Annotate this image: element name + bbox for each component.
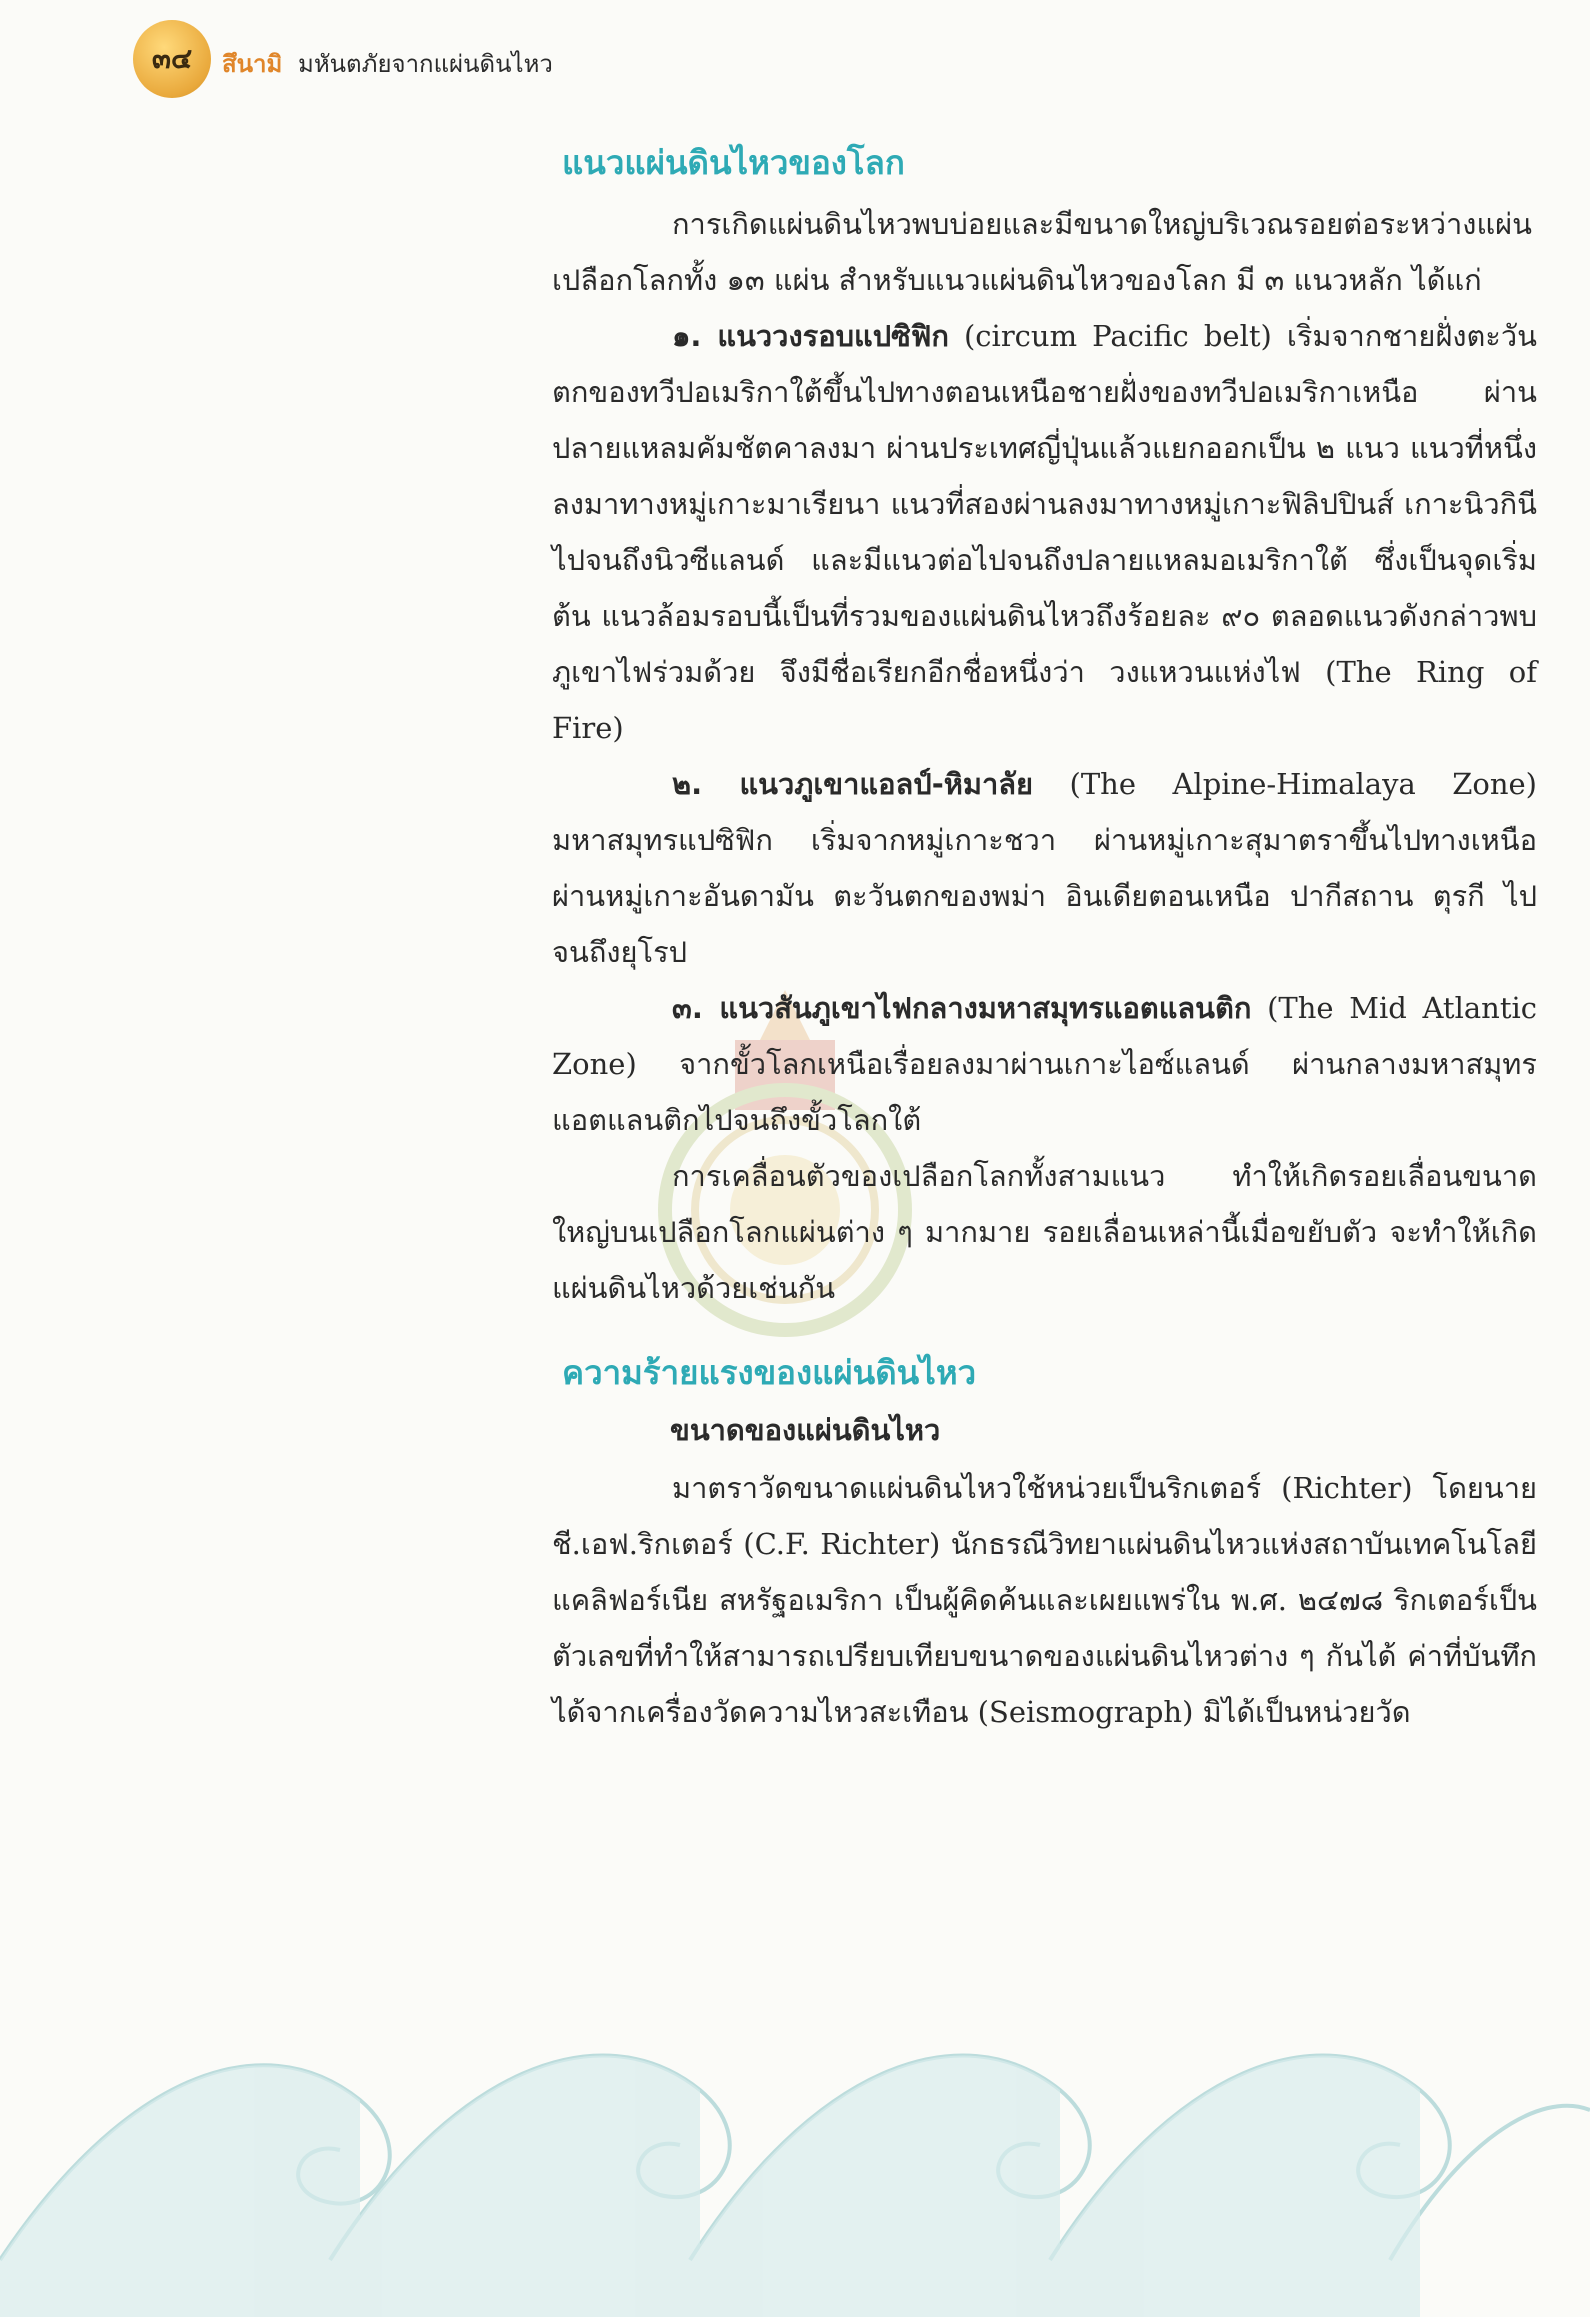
- item-text: (The Mid Atlantic Zone) จากขั้วโลกเหนือเรื่อยลงมาผ่านเกาะไอซ์แลนด์ ผ่านกลางมหาสมุทรแอตแลนติกไปจนถึงขั้วโลกใต้: [552, 991, 1537, 1138]
- header-book-title: มหันตภัยจากแผ่นดินไหว: [298, 50, 553, 78]
- list-item: [552, 308, 1537, 756]
- intro-paragraph: การเกิดแผ่นดินไหวพบบ่อยและมีขนาดใหญ่บริเวณรอยต่อระหว่างแผ่นเปลือกโลกทั้ง ๑๓ แผ่น สำหรับแนวแผ่นดินไหวของโลก มี ๓ แนวหลัก ได้แก่: [552, 207, 1532, 298]
- subheading-magnitude: ขนาดของแผ่นดินไหว: [670, 1413, 941, 1448]
- main-content: [552, 140, 1537, 1740]
- item-text: (The Alpine-Himalaya Zone) มหาสมุทรแปซิฟิก เริ่มจากหมู่เกาะชวา ผ่านหมู่เกาะสุมาตราขึ้นไปทางเหนือ ผ่านหมู่เกาะอันดามัน ตะวันตกของพม่า อินเดียตอนเหนือ ปากีสถาน ตุรกี ไปจนถึงยุโรป: [552, 767, 1537, 970]
- magnitude-paragraph: มาตราวัดขนาดแผ่นดินไหวใช้หน่วยเป็นริกเตอร์ (Richter) โดยนายชี.เอฟ.ริกเตอร์ (C.F. Richter) นักธรณีวิทยาแผ่นดินไหวแห่งสถาบันเทคโนโลยีแคลิฟอร์เนีย สหรัฐอเมริกา เป็นผู้คิดค้นและเผยแพร่ใน พ.ศ. ๒๔๗๘ ริกเตอร์เป็นตัวเลขที่ทำให้สามารถเปรียบเทียบขนาดของแผ่นดินไหวต่าง ๆ กันได้ ค่าที่บันทึกได้จากเครื่องวัดความไหวสะเทือน (Seismograph) มิได้เป็นหน่วยวัด: [552, 1471, 1537, 1730]
- wave-decoration-icon: [0, 1960, 1590, 2317]
- running-header: [222, 44, 553, 83]
- item-title: ๒. แนวภูเขาแอลป์-หิมาลัย: [672, 767, 1034, 802]
- item-text: (circum Pacific belt) เริ่มจากชายฝั่งตะวันตกของทวีปอเมริกาใต้ขึ้นไปทางตอนเหนือชายฝั่งของทวีปอเมริกาเหนือ ผ่านปลายแหลมคัมชัตคาลงมา ผ่านประเทศญี่ปุ่นแล้วแยกออกเป็น ๒ แนว แนวที่หนึ่งลงมาทางหมู่เกาะมาเรียนา แนวที่สองผ่านลงมาทางหมู่เกาะฟิลิปปินส์ เกาะนิวกินี ไปจนถึงนิวซีแลนด์ และมีแนวต่อไปจนถึงปลายแหลมอเมริกาใต้ ซึ่งเป็นจุดเริ่มต้น แนวล้อมรอบนี้เป็นที่รวมของแผ่นดินไหวถึงร้อยละ ๙๐ ตลอดแนวดังกล่าวพบภูเขาไฟร่วมด้วย จึงมีชื่อเรียกอีกชื่อหนึ่งว่า วงแหวนแห่งไฟ (The Ring of Fire): [552, 319, 1537, 746]
- header-brand: สึนามิ: [222, 50, 283, 78]
- section-heading-severity: ความร้ายแรงของแผ่นดินไหว: [562, 1353, 977, 1393]
- page-number-badge: [133, 20, 211, 98]
- item-title: ๑. แนววงรอบแปซิฟิก: [672, 319, 949, 354]
- list-item: [552, 980, 1537, 1148]
- section-heading-earthquake-zones: แนวแผ่นดินไหวของโลก: [562, 143, 905, 182]
- page-number: ๓๔: [151, 42, 193, 75]
- closing-paragraph: การเคลื่อนตัวของเปลือกโลกทั้งสามแนว ทำให้เกิดรอยเลื่อนขนาดใหญ่บนเปลือกโลกแผ่นต่าง ๆ มากมาย รอยเลื่อนเหล่านี้เมื่อขยับตัว จะทำให้เกิดแผ่นดินไหวด้วยเช่นกัน: [552, 1159, 1537, 1306]
- list-item: [552, 756, 1537, 980]
- item-title: ๓. แนวสันภูเขาไฟกลางมหาสมุทรแอตแลนติก: [672, 991, 1252, 1026]
